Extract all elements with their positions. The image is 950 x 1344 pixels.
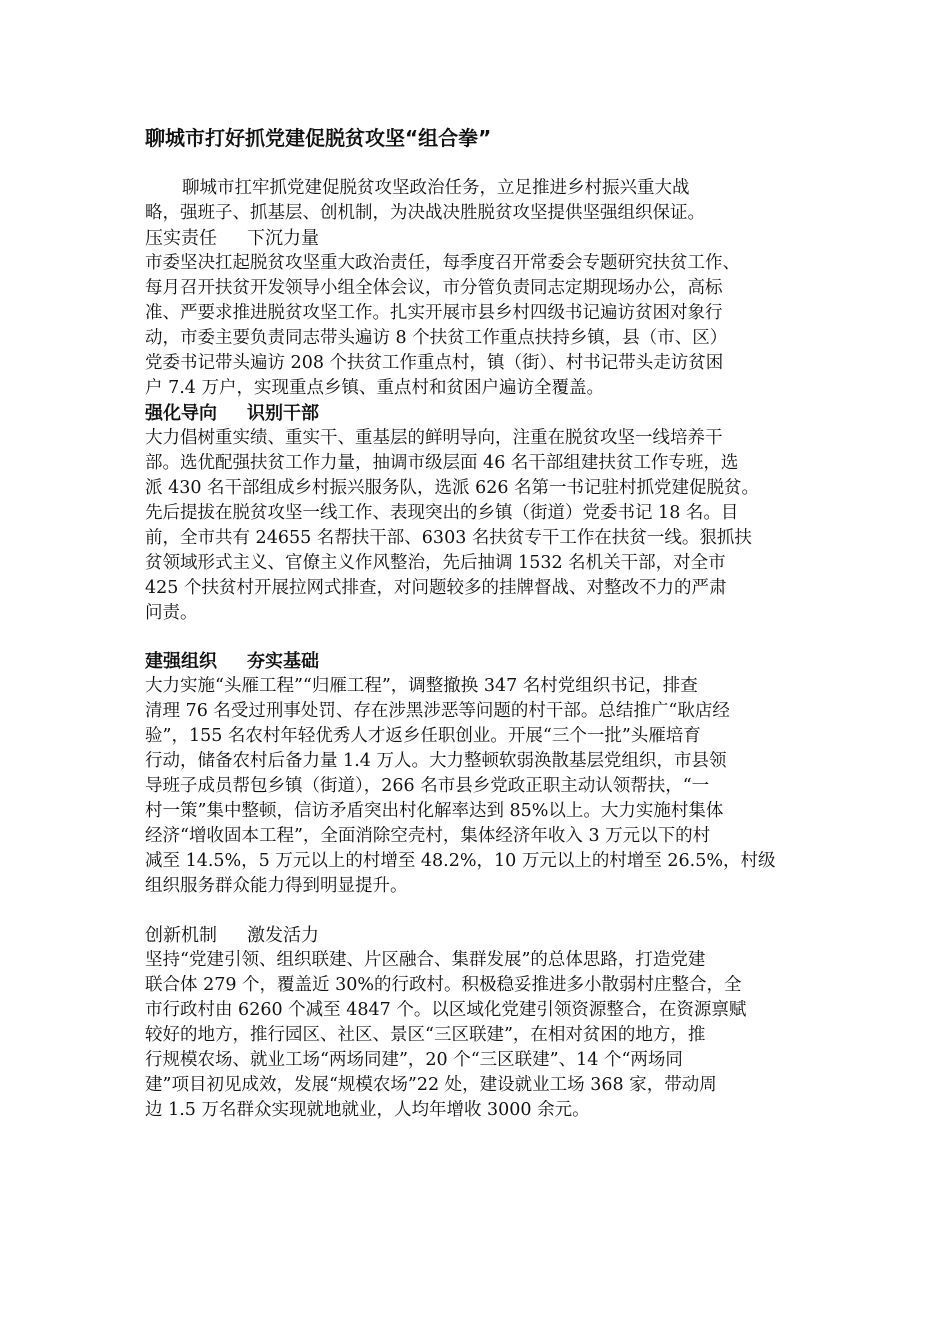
paragraph-line: 略，强班子、抓基层、创机制，为决战决胜脱贫攻坚提供坚强组织保证。 — [145, 203, 705, 223]
section-heading — [145, 649, 817, 674]
intro-paragraph — [145, 176, 817, 226]
paragraph-line: 清理 76 名受过刑事处罚、存在涉黑涉恶等问题的村干部。总结推广“耿店经 — [145, 701, 730, 721]
paragraph-line: 验”，155 名农村年轻优秀人才返乡任职创业。开展“三个一批”头雁培育 — [145, 726, 701, 746]
section-heading — [145, 226, 817, 251]
paragraph-line: 组织服务群众能力得到明显提升。 — [145, 876, 408, 896]
paragraph-line: 联合体 279 个，覆盖近 30%的行政村。积极稳妥推进多小散弱村庄整合，全 — [145, 975, 742, 995]
paragraph-line: 425 个扶贫村开展拉网式排查，对问题较多的挂牌督战、对整改不力的严肃 — [145, 578, 727, 598]
section-heading-part: 下沉力量 — [247, 228, 319, 249]
paragraph-line: 边 1.5 万名群众实现就地就业，人均年增收 3000 余元。 — [145, 1100, 590, 1120]
paragraph-line: 每月召开扶贫开发领导小组全体会议，市分管负责同志定期现场办公，高标 — [145, 278, 723, 298]
section-guidance — [145, 401, 817, 626]
document-title: 聊城市打好抓党建促脱贫攻坚“组合拳” — [145, 126, 492, 150]
section-organization — [145, 649, 817, 899]
paragraph-line: 坚持“党建引领、组织联建、片区融合、集群发展”的总体思路，打造党建 — [145, 950, 706, 970]
section-heading-part: 激发活力 — [247, 925, 319, 946]
paragraph-line: 动，市委主要负责同志带头遍访 8 个扶贫工作重点扶持乡镇，县（市、区） — [145, 328, 728, 348]
paragraph-line: 市行政村由 6260 个减至 4847 个。以区域化党建引领资源整合，在资源禀赋 — [145, 1000, 747, 1020]
section-heading-part: 压实责任 — [145, 228, 217, 249]
section-responsibility — [145, 226, 817, 401]
paragraph-line: 先后提拔在脱贫攻坚一线工作、表现突出的乡镇（街道）党委书记 18 名。目 — [145, 503, 739, 523]
paragraph-line: 派 430 名干部组成乡村振兴服务队，选派 626 名第一书记驻村抓党建促脱贫。 — [145, 478, 760, 498]
paragraph-line: 建”项目初见成效，发展“规模农场”22 处，建设就业工场 368 家，带动周 — [145, 1075, 717, 1095]
paragraph-line: 行规模农场、就业工场“两场同建”，20 个“三区联建”、14 个“两场同 — [145, 1050, 683, 1070]
paragraph-line: 经济“增收固本工程”，全面消除空壳村，集体经济年收入 3 万元以下的村 — [145, 826, 711, 846]
paragraph-line: 村一策”集中整顿，信访矛盾突出村化解率达到 85%以上。大力实施村集体 — [145, 801, 724, 821]
paragraph-line: 准、严要求推进脱贫攻坚工作。扎实开展市县乡村四级书记遍访贫困对象行 — [145, 303, 723, 323]
section-heading — [145, 401, 817, 426]
paragraph-line: 问责。 — [145, 603, 198, 623]
paragraph-line: 户 7.4 万户，实现重点乡镇、重点村和贫困户遍访全覆盖。 — [145, 378, 604, 398]
paragraph-line: 导班子成员帮包乡镇（街道），266 名市县乡党政正职主动认领帮扶，“一 — [145, 776, 710, 796]
section-heading-part: 创新机制 — [145, 925, 217, 946]
paragraph-line: 大力实施“头雁工程”“归雁工程”，调整撤换 347 名村党组织书记，排查 — [145, 676, 698, 696]
paragraph-line: 行动，储备农村后备力量 1.4 万人。大力整顿软弱涣散基层党组织，市县领 — [145, 751, 727, 771]
paragraph-line: 市委坚决扛起脱贫攻坚重大政治责任，每季度召开常委会专题研究扶贫工作、 — [145, 253, 740, 273]
section-heading-part: 建强组织 — [145, 651, 217, 672]
section-heading — [145, 923, 817, 948]
section-heading-part: 夯实基础 — [247, 651, 319, 672]
section-heading-part: 强化导向 — [145, 403, 217, 424]
section-heading-part: 识别干部 — [247, 403, 319, 424]
section-mechanism — [145, 923, 817, 1123]
paragraph-line: 前，全市共有 24655 名帮扶干部、6303 名扶贫专干工作在扶贫一线。狠抓扶 — [145, 528, 752, 548]
paragraph-line: 减至 14.5%，5 万元以上的村增至 48.2%，10 万元以上的村增至 26.5%，村级 — [145, 851, 776, 871]
paragraph-line: 党委书记带头遍访 208 个扶贫工作重点村，镇（街）、村书记带头走访贫困 — [145, 353, 724, 373]
paragraph-line: 贫领域形式主义、官僚主义作风整治，先后抽调 1532 名机关干部，对全市 — [145, 553, 726, 573]
paragraph-line: 部。选优配强扶贫工作力量，抽调市级层面 46 名干部组建扶贫工作专班，选 — [145, 453, 739, 473]
paragraph-line: 较好的地方，推行园区、社区、景区“三区联建”，在相对贫困的地方，推 — [145, 1025, 706, 1045]
paragraph-line: 大力倡树重实绩、重实干、重基层的鲜明导向，注重在脱贫攻坚一线培养干 — [145, 428, 723, 448]
paragraph-line: 聊城市扛牢抓党建促脱贫攻坚政治任务，立足推进乡村振兴重大战 — [182, 178, 690, 198]
